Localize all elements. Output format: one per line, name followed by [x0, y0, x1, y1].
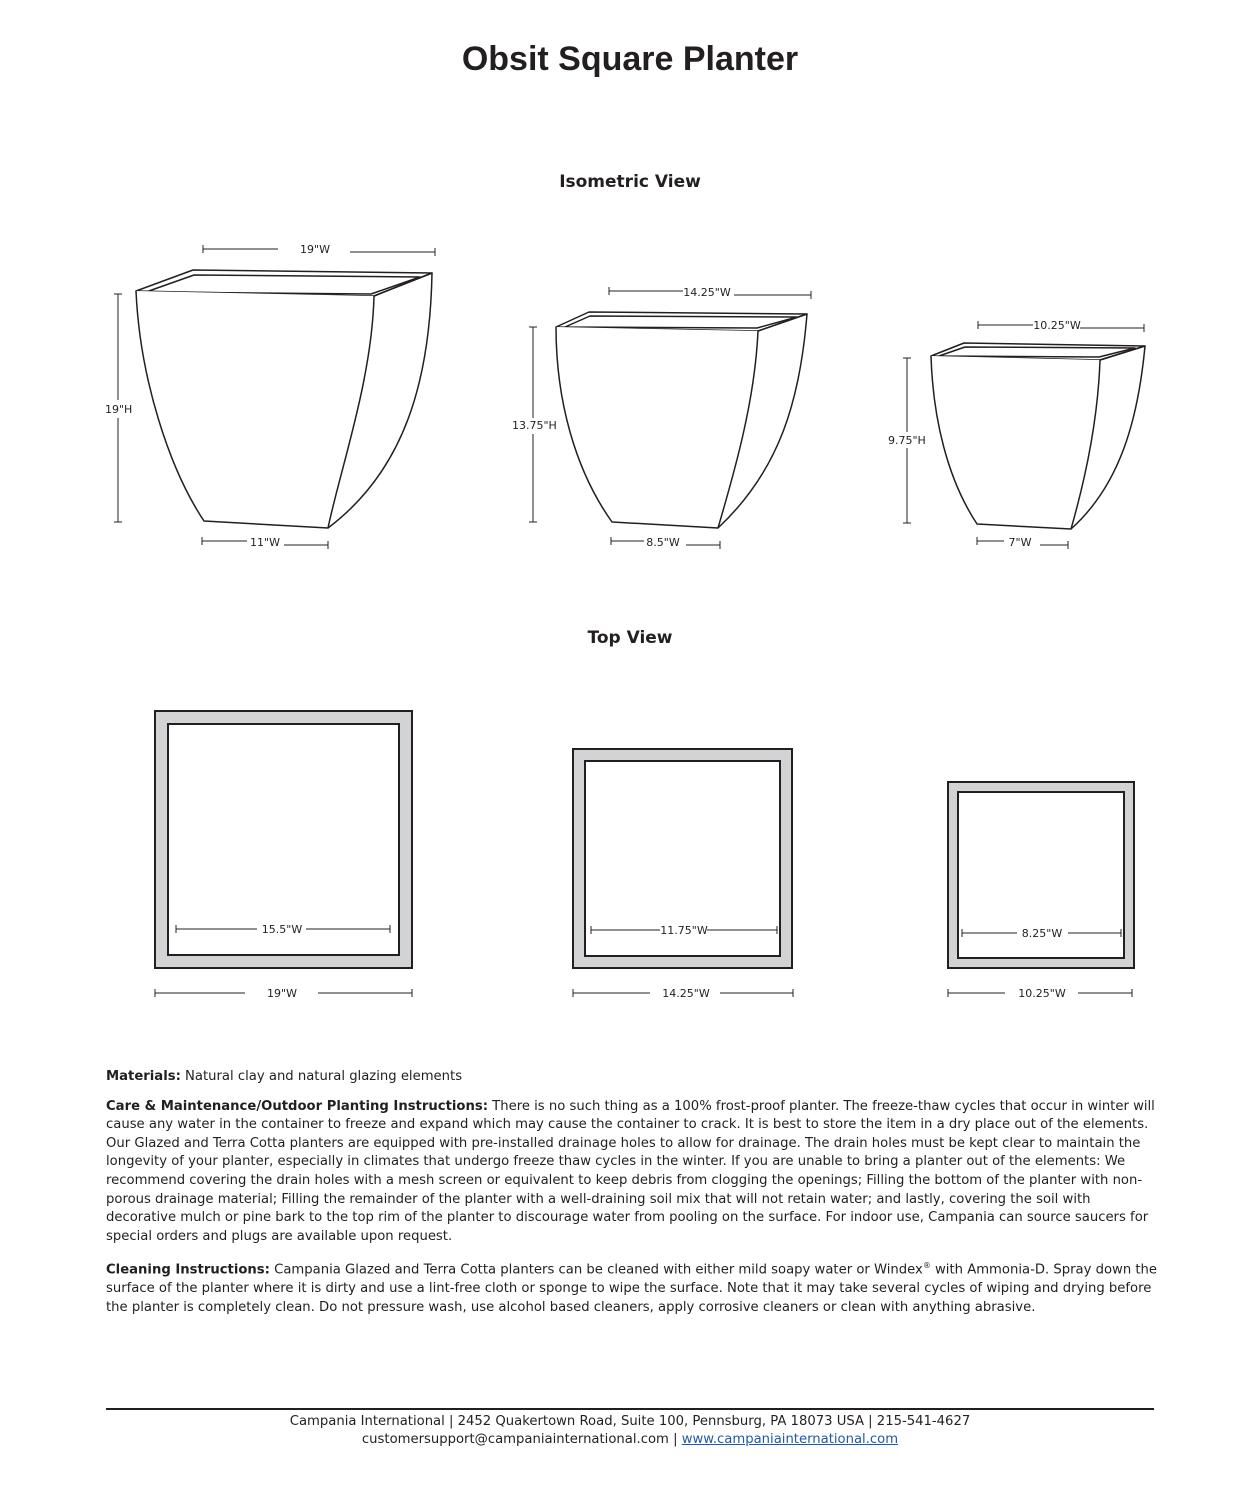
- top-medium-inner-width-label: 11.75"W: [660, 924, 708, 937]
- top-small-inner-width-label: 8.25"W: [1021, 927, 1063, 940]
- materials-paragraph: [106, 1068, 1158, 1087]
- top-large-inner-width-label: 15.5"W: [261, 923, 303, 936]
- isometric-planter-large: [136, 270, 432, 528]
- registered-mark: ®: [922, 1261, 931, 1271]
- care-paragraph: [106, 1098, 1158, 1247]
- footer-separator: |: [668, 1432, 682, 1447]
- isometric-planter-small: [931, 343, 1145, 529]
- iso-small-top-width-label: 10.25"W: [1033, 319, 1081, 332]
- iso-small-height-label: 9.75"H: [888, 434, 926, 447]
- footer-address: Campania International | 2452 Quakertown Road, Suite 100, Pennsburg, PA 18073 USA | 215-541-4627: [289, 1414, 971, 1429]
- iso-small-base-width-label: 7"W: [1008, 536, 1032, 549]
- top-medium-outer-width-label: 14.25"W: [662, 987, 710, 1000]
- footer-divider: [106, 1408, 1154, 1410]
- iso-medium-height-label: 13.75"H: [512, 419, 557, 432]
- cleaning-label: Cleaning Instructions:: [106, 1262, 270, 1278]
- cleaning-text-after: with Ammonia-D. Spray down the surface of the planter where it is dirty and use a lint-free cloth or sponge to wipe the surface. Note that it may take several cycles of wiping and drying before the planter is completely clean. Do not pressure wash, use alcohol based cleaners, apply corrosive cleaners or clean with anything abrasive.: [106, 1262, 1158, 1315]
- iso-large-top-width-label: 19"W: [300, 243, 330, 256]
- top-small-outer-width-label: 10.25"W: [1018, 987, 1066, 1000]
- footer-website-link[interactable]: www.campaniainternational.com: [681, 1432, 899, 1447]
- footer-email: customersupport@campaniainternational.com: [361, 1432, 669, 1447]
- care-label: Care & Maintenance/Outdoor Planting Instructions:: [106, 1098, 488, 1114]
- page-title: Obsit Square Planter: [461, 40, 799, 78]
- footer-contact: [0, 1431, 1250, 1449]
- iso-medium-top-width-label: 14.25"W: [683, 286, 731, 299]
- isometric-planter-medium: [556, 312, 807, 528]
- isometric-view-drawing: [0, 0, 1250, 600]
- product-info: [106, 1068, 1158, 1329]
- iso-large-height-label: 19"H: [105, 403, 133, 416]
- footer: [0, 1413, 1250, 1449]
- cleaning-paragraph: [106, 1257, 1158, 1317]
- care-text: There is no such thing as a 100% frost-proof planter. The freeze-thaw cycles that occur in winter will cause any water in the container to freeze and expand which may cause the container to crack. It is best to store the item in a dry place out of the elements. Our Glazed and Terra Cotta planters are equipped with pre-installed drainage holes to allow for drainage. The drain holes must be kept clear to maintain the longevity of your planter, especially in climates that undergo freeze thaw cycles in the winter. If you are unable to bring a planter out of the elements: We recommend covering the drain holes with a mesh screen or equivalent to keep debris from clogging the openings; Filling the bottom of the planter with non-porous drainage material; Filling the remainder of the planter with a well-draining soil mix that will not retain water; and lastly, covering the soil with decorative mulch or pine bark to the top rim of the planter to discourage water from pooling on the surface. For indoor use, Campania can source saucers for special orders and plugs are available upon request.: [106, 1098, 1155, 1244]
- cleaning-text-before: Campania Glazed and Terra Cotta planters can be cleaned with either mild soapy water or Windex: [269, 1262, 923, 1278]
- iso-large-base-width-label: 11"W: [250, 536, 280, 549]
- materials-text: Natural clay and natural glazing elements: [180, 1069, 463, 1084]
- top-planter-small: [948, 782, 1134, 968]
- top-large-outer-width-label: 19"W: [267, 987, 297, 1000]
- top-view-heading: Top View: [587, 628, 673, 648]
- iso-medium-base-width-label: 8.5"W: [646, 536, 680, 549]
- isometric-view-heading: Isometric View: [559, 172, 701, 192]
- materials-label: Materials:: [106, 1069, 181, 1084]
- top-view-drawing: [0, 690, 1250, 1010]
